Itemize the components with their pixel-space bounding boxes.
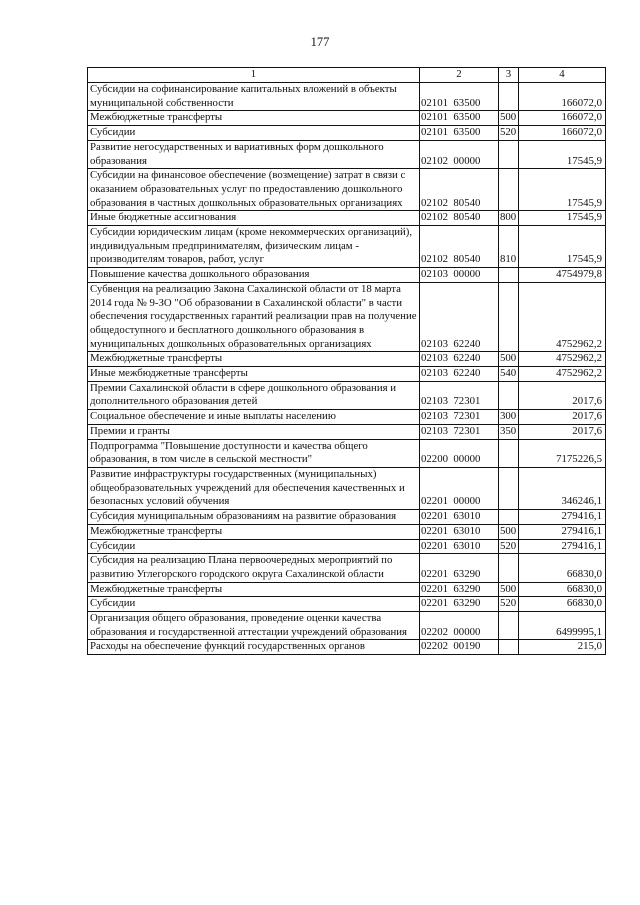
row-csr-cell: 02103 62240 bbox=[420, 367, 499, 382]
table-row bbox=[88, 111, 606, 126]
row-vr-cell: 300 bbox=[499, 410, 519, 425]
row-sum-cell: 166072,0 bbox=[519, 83, 606, 111]
row-sum-cell: 17545,9 bbox=[519, 211, 606, 226]
table-row bbox=[88, 381, 606, 409]
row-vr-cell: 500 bbox=[499, 111, 519, 126]
row-sum-cell: 166072,0 bbox=[519, 111, 606, 126]
row-csr-cell: 02102 80540 bbox=[420, 226, 499, 268]
row-name-cell: Организация общего образования, проведение оценки качества образования и государственной аттестации учреждений образования bbox=[88, 612, 420, 640]
budget-table-body bbox=[88, 68, 606, 655]
row-sum-cell: 66830,0 bbox=[519, 582, 606, 597]
table-row bbox=[88, 467, 606, 509]
row-name-cell: Повышение качества дошкольного образования bbox=[88, 268, 420, 283]
table-row bbox=[88, 424, 606, 439]
row-name-cell: Субсидии на софинансирование капитальных вложений в объекты муниципальной собственности bbox=[88, 83, 420, 111]
row-name-cell: Субсидия муниципальным образованиям на развитие образования bbox=[88, 510, 420, 525]
table-row bbox=[88, 554, 606, 582]
row-csr-cell: 02103 72301 bbox=[420, 381, 499, 409]
row-sum-cell: 4752962,2 bbox=[519, 352, 606, 367]
row-vr-cell bbox=[499, 612, 519, 640]
table-row bbox=[88, 582, 606, 597]
row-csr-cell: 02201 00000 bbox=[420, 467, 499, 509]
row-vr-cell: 500 bbox=[499, 582, 519, 597]
row-name-cell: Субсидии bbox=[88, 126, 420, 141]
row-vr-cell bbox=[499, 140, 519, 168]
row-csr-cell: 02202 00000 bbox=[420, 612, 499, 640]
header-cell-vr: 3 bbox=[499, 68, 519, 83]
row-name-cell: Развитие негосударственных и вариативных форм дошкольного образования bbox=[88, 140, 420, 168]
row-csr-cell: 02201 63290 bbox=[420, 597, 499, 612]
row-csr-cell: 02201 63010 bbox=[420, 539, 499, 554]
row-vr-cell bbox=[499, 439, 519, 467]
row-vr-cell: 540 bbox=[499, 367, 519, 382]
row-csr-cell: 02103 72301 bbox=[420, 410, 499, 425]
row-sum-cell: 279416,1 bbox=[519, 539, 606, 554]
row-vr-cell bbox=[499, 268, 519, 283]
row-vr-cell bbox=[499, 282, 519, 352]
table-row bbox=[88, 169, 606, 211]
row-name-cell: Субсидии юридическим лицам (кроме некоммерческих организаций), индивидуальным предпринимателям, физическим лицам - производителям товаров, работ, услуг bbox=[88, 226, 420, 268]
row-name-cell: Межбюджетные трансферты bbox=[88, 582, 420, 597]
row-name-cell: Подпрограмма "Повышение доступности и качества общего образования, в том числе в сельской местности" bbox=[88, 439, 420, 467]
row-vr-cell: 800 bbox=[499, 211, 519, 226]
row-csr-cell: 02103 72301 bbox=[420, 424, 499, 439]
row-vr-cell: 520 bbox=[499, 539, 519, 554]
table-row bbox=[88, 524, 606, 539]
table-row bbox=[88, 83, 606, 111]
row-name-cell: Субсидии bbox=[88, 539, 420, 554]
row-vr-cell: 810 bbox=[499, 226, 519, 268]
row-sum-cell: 4752962,2 bbox=[519, 367, 606, 382]
row-sum-cell: 66830,0 bbox=[519, 597, 606, 612]
row-csr-cell: 02101 63500 bbox=[420, 126, 499, 141]
table-row bbox=[88, 211, 606, 226]
table-row bbox=[88, 640, 606, 655]
table-row bbox=[88, 612, 606, 640]
row-vr-cell bbox=[499, 640, 519, 655]
row-vr-cell bbox=[499, 467, 519, 509]
row-csr-cell: 02103 00000 bbox=[420, 268, 499, 283]
row-sum-cell: 279416,1 bbox=[519, 510, 606, 525]
row-name-cell: Межбюджетные трансферты bbox=[88, 352, 420, 367]
row-sum-cell: 17545,9 bbox=[519, 226, 606, 268]
row-vr-cell bbox=[499, 381, 519, 409]
table-row bbox=[88, 410, 606, 425]
row-csr-cell: 02200 00000 bbox=[420, 439, 499, 467]
row-vr-cell bbox=[499, 554, 519, 582]
row-csr-cell: 02102 00000 bbox=[420, 140, 499, 168]
row-sum-cell: 2017,6 bbox=[519, 410, 606, 425]
table-row bbox=[88, 539, 606, 554]
row-name-cell: Межбюджетные трансферты bbox=[88, 111, 420, 126]
row-sum-cell: 17545,9 bbox=[519, 140, 606, 168]
row-csr-cell: 02202 00190 bbox=[420, 640, 499, 655]
row-csr-cell: 02201 63290 bbox=[420, 582, 499, 597]
row-csr-cell: 02201 63290 bbox=[420, 554, 499, 582]
row-sum-cell: 215,0 bbox=[519, 640, 606, 655]
row-sum-cell: 346246,1 bbox=[519, 467, 606, 509]
table-row bbox=[88, 140, 606, 168]
header-cell-sum: 4 bbox=[519, 68, 606, 83]
row-vr-cell bbox=[499, 510, 519, 525]
row-csr-cell: 02101 63500 bbox=[420, 83, 499, 111]
row-sum-cell: 66830,0 bbox=[519, 554, 606, 582]
row-csr-cell: 02201 63010 bbox=[420, 524, 499, 539]
row-name-cell: Субвенция на реализацию Закона Сахалинской области от 18 марта 2014 года № 9-ЗО "Об образовании в Сахалинской области" в части обеспечения государственных гарантий реализации прав на получение общедоступного и бесплатного дошкольного образования в муниципальных дошкольных образовательных организациях bbox=[88, 282, 420, 352]
row-sum-cell: 166072,0 bbox=[519, 126, 606, 141]
row-sum-cell: 279416,1 bbox=[519, 524, 606, 539]
page-number: 177 bbox=[310, 35, 330, 49]
row-csr-cell: 02103 62240 bbox=[420, 282, 499, 352]
table-header-row bbox=[88, 68, 606, 83]
row-name-cell: Иные межбюджетные трансферты bbox=[88, 367, 420, 382]
row-name-cell: Премии Сахалинской области в сфере дошкольного образования и дополнительного образования детей bbox=[88, 381, 420, 409]
row-csr-cell: 02102 80540 bbox=[420, 211, 499, 226]
table-row bbox=[88, 597, 606, 612]
row-vr-cell: 520 bbox=[499, 597, 519, 612]
row-name-cell: Межбюджетные трансферты bbox=[88, 524, 420, 539]
row-vr-cell bbox=[499, 169, 519, 211]
row-name-cell: Развитие инфраструктуры государственных (муниципальных) общеобразовательных учреждений для обеспечения качественных и безопасных условий обучения bbox=[88, 467, 420, 509]
table-row bbox=[88, 226, 606, 268]
table-row bbox=[88, 268, 606, 283]
row-sum-cell: 6499995,1 bbox=[519, 612, 606, 640]
row-name-cell: Социальное обеспечение и иные выплаты населению bbox=[88, 410, 420, 425]
row-sum-cell: 2017,6 bbox=[519, 381, 606, 409]
row-name-cell: Расходы на обеспечение функций государственных органов bbox=[88, 640, 420, 655]
row-name-cell: Субсидии на финансовое обеспечение (возмещение) затрат в связи с оказанием образовательных услуг по предоставлению дошкольного образования в частных дошкольных образовательных организациях bbox=[88, 169, 420, 211]
table-row bbox=[88, 126, 606, 141]
row-csr-cell: 02103 62240 bbox=[420, 352, 499, 367]
row-name-cell: Субсидия на реализацию Плана первоочередных мероприятий по развитию Углегорского городского округа Сахалинской области bbox=[88, 554, 420, 582]
table-row bbox=[88, 352, 606, 367]
row-csr-cell: 02101 63500 bbox=[420, 111, 499, 126]
row-sum-cell: 2017,6 bbox=[519, 424, 606, 439]
row-name-cell: Субсидии bbox=[88, 597, 420, 612]
table-row bbox=[88, 367, 606, 382]
row-sum-cell: 4752962,2 bbox=[519, 282, 606, 352]
row-name-cell: Премии и гранты bbox=[88, 424, 420, 439]
row-name-cell: Иные бюджетные ассигнования bbox=[88, 211, 420, 226]
header-cell-name: 1 bbox=[88, 68, 420, 83]
table-row bbox=[88, 510, 606, 525]
table-row bbox=[88, 282, 606, 352]
row-vr-cell bbox=[499, 83, 519, 111]
row-csr-cell: 02201 63010 bbox=[420, 510, 499, 525]
row-vr-cell: 350 bbox=[499, 424, 519, 439]
row-sum-cell: 4754979,8 bbox=[519, 268, 606, 283]
table-row bbox=[88, 439, 606, 467]
row-vr-cell: 520 bbox=[499, 126, 519, 141]
budget-table bbox=[87, 67, 606, 655]
row-csr-cell: 02102 80540 bbox=[420, 169, 499, 211]
row-vr-cell: 500 bbox=[499, 352, 519, 367]
row-vr-cell: 500 bbox=[499, 524, 519, 539]
row-sum-cell: 17545,9 bbox=[519, 169, 606, 211]
row-sum-cell: 7175226,5 bbox=[519, 439, 606, 467]
header-cell-csr: 2 bbox=[420, 68, 499, 83]
